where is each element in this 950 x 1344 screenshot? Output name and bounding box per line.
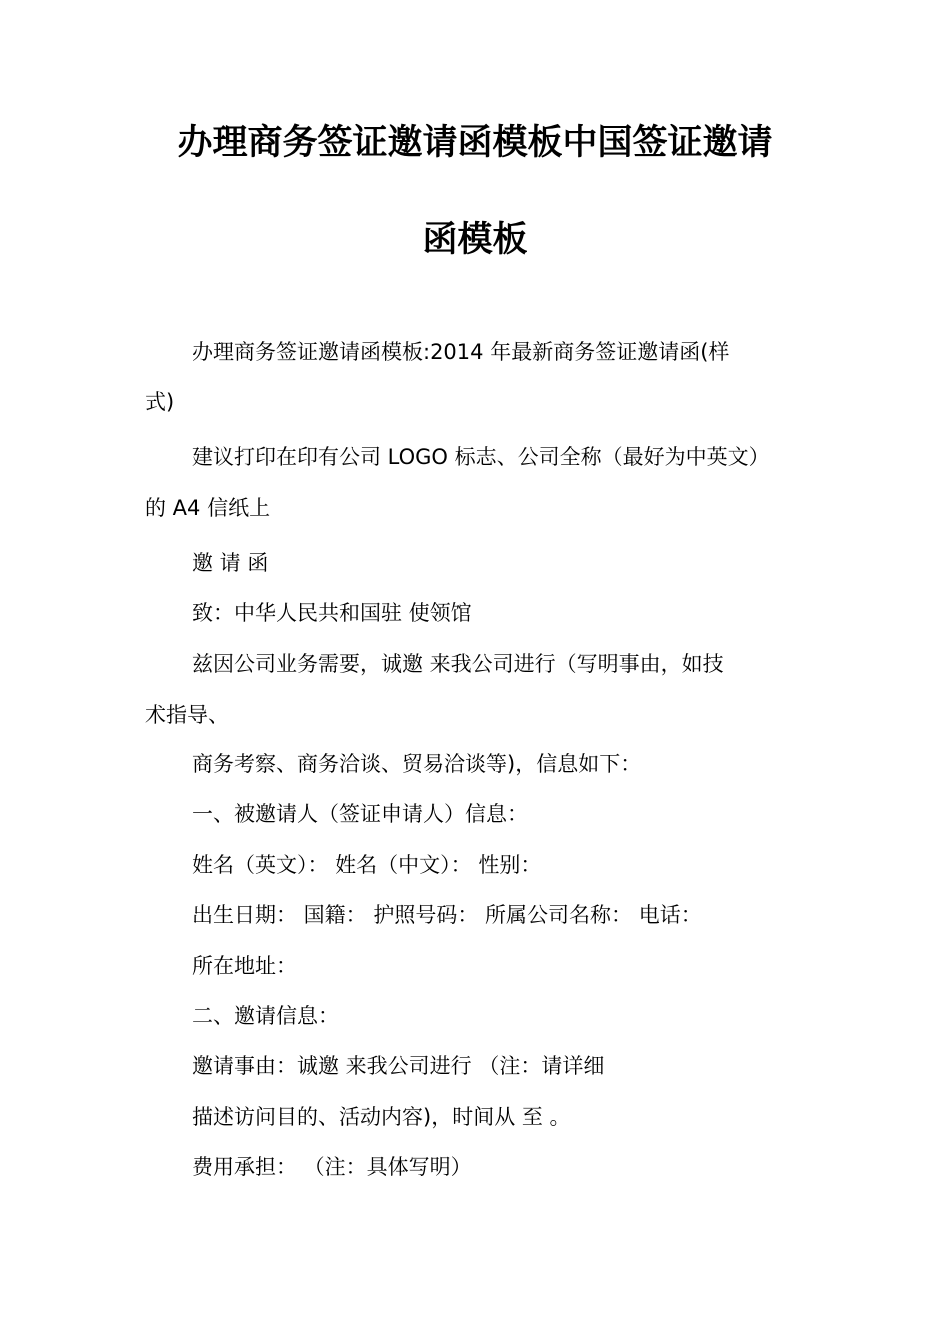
document-title-line-1: 办理商务签证邀请函模板中国签证邀请 <box>177 123 773 163</box>
section-heading: 一、被邀请人（签证申请人）信息： <box>192 802 528 826</box>
paragraph-line: 邀请事由：诚邀 来我公司进行 （注：请详细 <box>192 1054 605 1078</box>
paragraph-line: 办理商务签证邀请函模板:2014 年最新商务签证邀请函(样 <box>192 340 730 364</box>
paragraph-line: 出生日期： 国籍： 护照号码： 所属公司名称： 电话： <box>192 903 702 927</box>
paragraph-line: 术指导、 <box>145 703 229 727</box>
letter-heading: 邀 请 函 <box>192 551 269 575</box>
paragraph-line: 式) <box>145 390 175 414</box>
paragraph-line: 描述访问目的、活动内容)，时间从 至 。 <box>192 1105 571 1129</box>
paragraph-line: 商务考察、商务洽谈、贸易洽谈等)，信息如下： <box>192 752 642 776</box>
paragraph-line: 兹因公司业务需要，诚邀 来我公司进行（写明事由，如技 <box>192 652 724 676</box>
document-title-line-2: 函模板 <box>422 220 528 260</box>
paragraph-line: 的 A4 信纸上 <box>145 496 271 520</box>
paragraph-line: 姓名（英文）： 姓名（中文）： 性别： <box>192 853 542 877</box>
paragraph-line: 费用承担： （注：具体写明） <box>192 1155 472 1179</box>
section-heading: 二、邀请信息： <box>192 1004 339 1028</box>
paragraph-line: 致：中华人民共和国驻 使领馆 <box>192 601 472 625</box>
paragraph-line: 所在地址： <box>192 954 297 978</box>
paragraph-line: 建议打印在印有公司 LOGO 标志、公司全称（最好为中英文） <box>192 445 770 469</box>
